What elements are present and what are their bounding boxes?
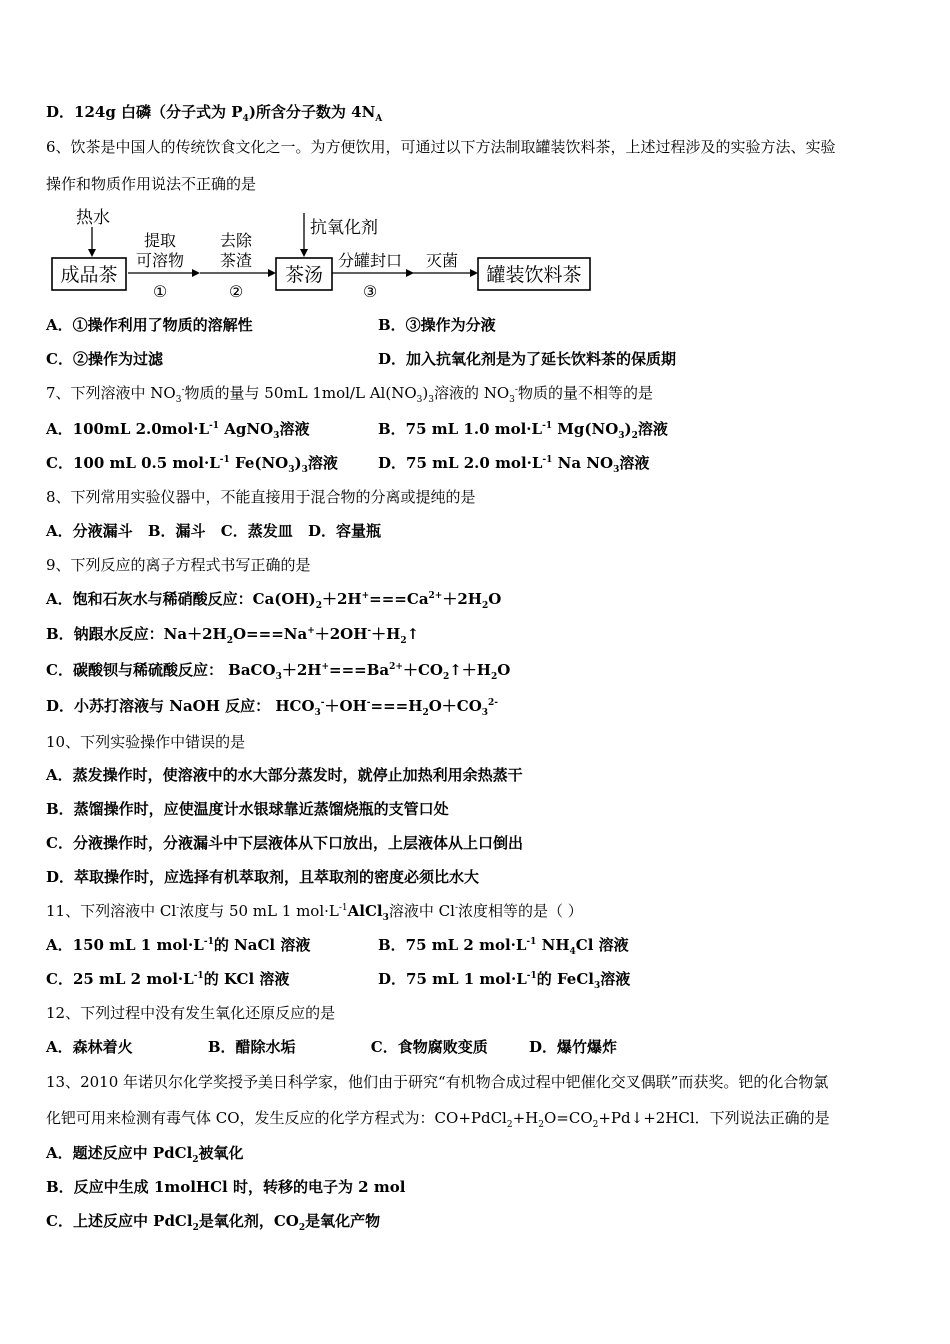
q10-option-d: D．萃取操作时，应选择有机萃取剂，且萃取剂的密度必须比水大 [46, 868, 480, 886]
q6-option-d: D．加入抗氧化剂是为了延长饮料茶的保质期 [378, 350, 677, 368]
q11-option-c: C．25 mL 2 $mol\cdot L^{-1}$的 KCl 溶液 [46, 970, 290, 988]
q8-options [46, 521, 381, 541]
q6-flow-diagram [46, 203, 606, 303]
q8-stem: 8、下列常用实验仪器中，不能直接用于混合物的分离或提纯的是 [46, 488, 476, 506]
q6-option-b: B．③操作为分液 [378, 316, 496, 334]
q12-options [46, 1037, 617, 1057]
q13-option-b: B．反应中生成 1molHCl 时，转移的电子为 2 mol [46, 1178, 406, 1196]
q12-option-d: D．爆竹爆炸 [528, 1038, 617, 1056]
q6-option-a: A．①操作利用了物质的溶解性 [46, 316, 253, 334]
q10-option-c: C．分液操作时，分液漏斗中下层液体从下口放出，上层液体从上口倒出 [46, 834, 523, 852]
flow-step4: 灭菌 [425, 251, 459, 270]
q12-option-b: B．醋除水垢 [207, 1038, 296, 1056]
q10-option-a: A．蒸发操作时，使溶液中的水大部分蒸发时，就停止加热利用余热蒸干 [46, 766, 523, 784]
q9-option-c: C．碳酸钡与稀硫酸反应： $BaCO_3+2H^+===Ba^{2+}+CO_2↑+H_2O$ [46, 661, 511, 682]
q8-option-c: C．蒸发皿 [220, 522, 293, 540]
flow-step1-a: 提取 [143, 231, 177, 250]
q7-stem: 7、下列溶液中 $NO_3^-$物质的量与 50mL 1mol/L $Al(NO_3)_3$溶液的 $NO_3^-$物质的量不相等的是 [46, 384, 653, 405]
q6-stem-line2: 操作和物质作用说法不正确的是 [46, 175, 257, 193]
q6-stem-line1: 6、饮茶是中国人的传统饮食文化之一。为方便饮用，可通过以下方法制取罐装饮料茶，上述过程涉及的实验方法、实验 [46, 138, 836, 156]
q11-option-d: D．75 mL 1 $mol\cdot L^{-1}$的 FeCl$_3$溶液 [378, 970, 631, 991]
flow-n2: ② [228, 282, 244, 301]
flow-n3: ③ [362, 282, 378, 301]
q9-option-d: D．小苏打溶液与 NaOH 反应： $HCO_3^-+OH^-===H_2O+CO_3^{2-}$ [46, 697, 499, 718]
flow-box1-label: 成品茶 [60, 264, 118, 286]
flow-step3: 分罐封口 [337, 251, 403, 270]
q7-option-d: D．75 mL 2.0 $mol\cdot L^{-1}$ Na $NO_3$溶液 [378, 454, 650, 475]
q8-option-a: A．分液漏斗 [46, 522, 133, 540]
q12-option-c: C．食物腐败变质 [370, 1038, 488, 1056]
q12-stem: 12、下列过程中没有发生氧化还原反应的是 [46, 1004, 336, 1022]
q11-option-b: B．75 mL 2 $mol\cdot L^{-1}$ $NH_4Cl$ 溶液 [378, 936, 629, 957]
flow-box3-label: 罐装饮料茶 [486, 264, 582, 286]
q9-option-b: B．钠跟水反应：$Na+2H_2O===Na^++2OH^-+H_2↑$ [46, 625, 420, 646]
flow-step1-b: 可溶物 [135, 251, 185, 270]
q5-option-d: D．124g 白磷（分子式为 $P_4$)所含分子数为 $4N_A$ [46, 103, 383, 124]
q9-stem: 9、下列反应的离子方程式书写正确的是 [46, 556, 311, 574]
q8-option-d: D．容量瓶 [307, 522, 381, 540]
q11-stem: 11、下列溶液中 Cl-浓度与 50 mL 1 $mol\cdot L^{-1}AlCl_3$溶液中 Cl-浓度相等的是（ ） [46, 902, 583, 923]
q7-option-c: C．100 mL 0.5 $mol\cdot L^{-1}$ $Fe(NO_3)_3$溶液 [46, 454, 338, 475]
q6-option-c: C．②操作为过滤 [46, 350, 163, 368]
q10-option-b: B．蒸馏操作时，应使温度计水银球靠近蒸馏烧瓶的支管口处 [46, 800, 449, 818]
q13-option-a: A．题述反应中 PdCl$_2$被氧化 [46, 1144, 244, 1165]
q10-stem: 10、下列实验操作中错误的是 [46, 733, 246, 751]
q13-stem-line1: 13、2010 年诺贝尔化学奖授予美日科学家，他们由于研究“有机物合成过程中钯催化交叉偶联”而获奖。钯的化合物氯 [46, 1073, 829, 1091]
flow-box2-label: 茶汤 [284, 264, 324, 286]
flow-n1: ① [152, 282, 168, 301]
flow-step2-b: 茶渣 [219, 251, 253, 270]
q11-option-a: A．150 mL 1 $mol\cdot L^{-1}$的 NaCl 溶液 [46, 936, 311, 954]
q9-option-a: A．饱和石灰水与稀硝酸反应：$Ca(OH)_2+2H^+===Ca^{2+}+2H_2O$ [46, 590, 502, 611]
q13-option-c: C．上述反应中 PdCl$_2$是氧化剂，$CO_2$是氧化产物 [46, 1212, 381, 1233]
q7-option-b: B．75 mL 1.0 $mol\cdot L^{-1}$ $Mg(NO_3)_2$溶液 [378, 420, 668, 441]
flow-step2-a: 去除 [219, 231, 253, 250]
flow-hot-water: 热水 [76, 208, 110, 228]
q8-option-b: B．漏斗 [147, 522, 206, 540]
q7-option-a: A．100mL $2.0mol\cdot L^{-1}$ AgNO$_3$溶液 [46, 420, 310, 441]
q13-stem-line2: 化钯可用来检测有毒气体 CO，发生反应的化学方程式为：$CO+PdCl_2+H_2O=CO_2+Pd↓+2HCl$．下列说法正确的是 [46, 1109, 830, 1130]
flow-antioxidant: 抗氧化剂 [310, 218, 378, 238]
q12-option-a: A．森林着火 [46, 1038, 133, 1056]
